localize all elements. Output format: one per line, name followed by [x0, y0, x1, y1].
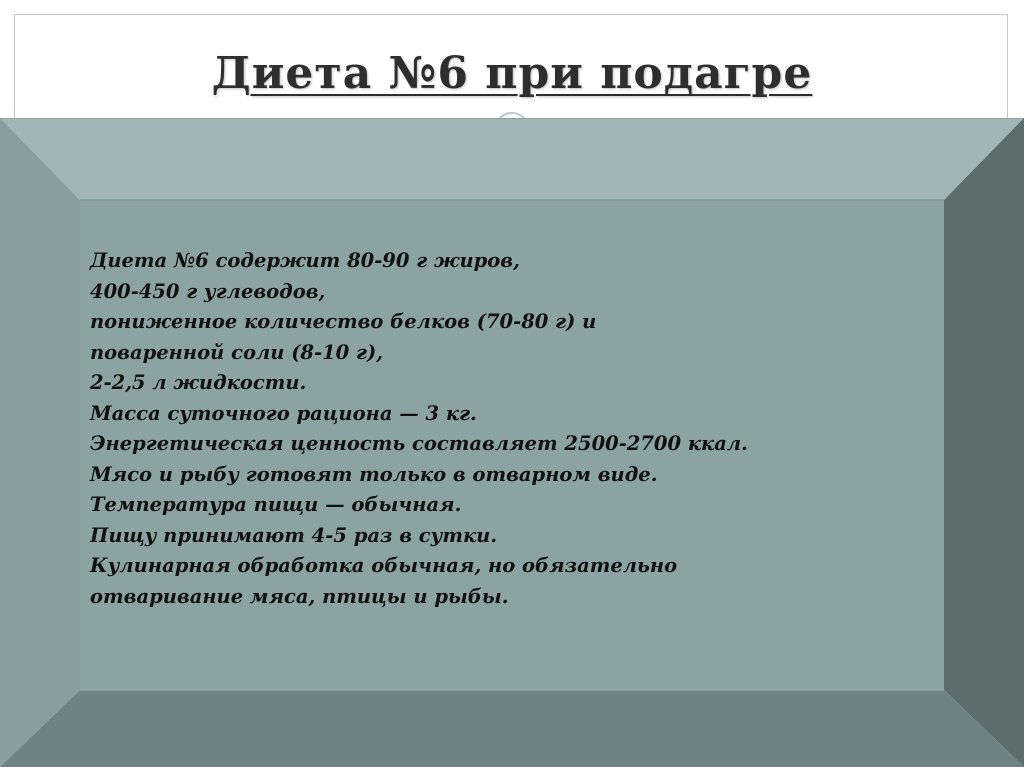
text-line: Температура пищи — обычная. [90, 493, 462, 516]
text-line: Пищу принимают 4-5 раз в сутки. [90, 523, 498, 547]
bevel-left [0, 118, 80, 767]
text-line: Масса суточного рациона — 3 кг. [90, 401, 477, 425]
text-line: отваривание мяса, птицы и рыбы. [90, 584, 509, 608]
text-line: пониженное количество белков (70-80 г) и [90, 310, 597, 333]
text-line: поваренной соли (8-10 г), [90, 340, 383, 364]
diet-description [90, 246, 930, 666]
bevel-bottom [0, 690, 1024, 767]
text-line: Энергетическая ценность составляет 2500-2700 ккал. [90, 432, 748, 455]
text-line: Диета №6 содержит 80-90 г жиров, [90, 249, 520, 272]
page-title: Диета №6 при подагре [211, 48, 813, 99]
text-line: 2-2,5 л жидкости. [90, 371, 307, 394]
text-line: Кулинарная обработка обычная, но обязательно [90, 554, 678, 577]
bevel-right [944, 118, 1024, 767]
bevel-top [0, 118, 1024, 200]
text-line: 400-450 г углеводов, [90, 279, 326, 303]
text-line: Мясо и рыбу готовят только в отварном виде. [90, 462, 658, 486]
